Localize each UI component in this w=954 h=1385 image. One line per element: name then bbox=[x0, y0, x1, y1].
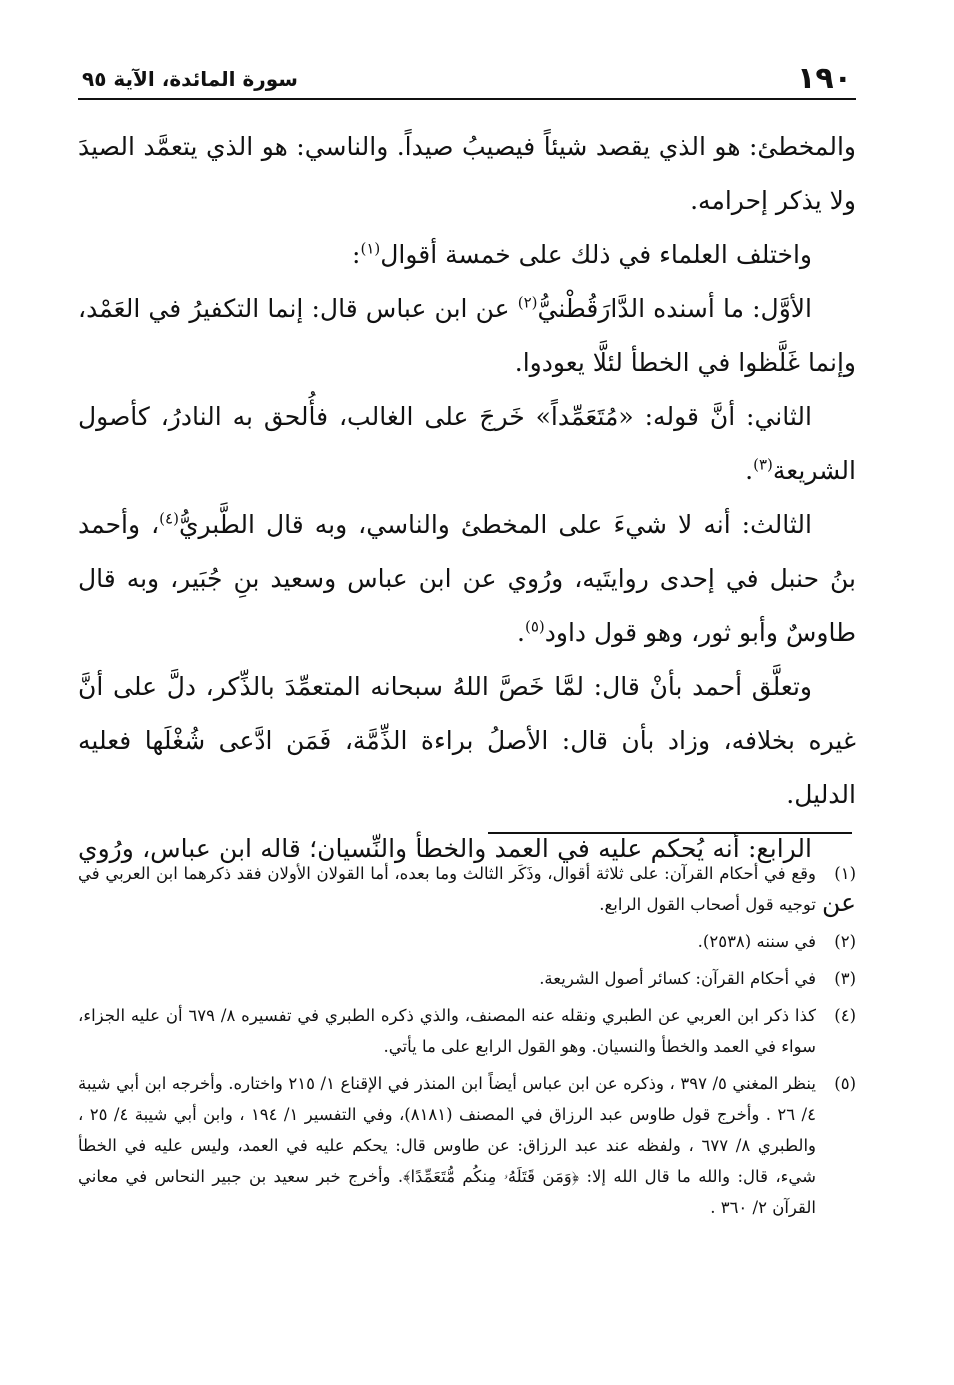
footnote-3 bbox=[78, 963, 856, 994]
paragraph-intro-tail: : bbox=[352, 240, 361, 269]
footnote-5 bbox=[78, 1068, 856, 1223]
footnote-text: كذا ذكر ابن العربي عن الطبري ونقله عنه المصنف، والذي ذكره الطبري في تفسيره ٨/ ٦٧٩ أن عليه الجزاء، سواء في العمد والخطأ والنسيان. وهو القول الرابع على ما يأتي. bbox=[78, 1006, 816, 1056]
footnote-text: وقع في أحكام القرآن: على ثلاثة أقوال، وذَكَر الثالث وما بعده، أما القولان الأولان فقد ذكرهما ابن العربي في توجيه قول أصحاب القول الرابع. bbox=[78, 864, 816, 914]
footnote-number: (٣) bbox=[834, 969, 856, 988]
main-text bbox=[78, 120, 856, 930]
footnote-text: ينظر المغني ٥/ ٣٩٧ ، وذكره عن ابن عباس أيضاً ابن المنذر في الإقناع ١/ ٢١٥ واختاره. وأخرجه ابن أبي شيبة ٤/ ٢٦ . وأخرج قول طاوس عبد الرزاق في المصنف (٨١٨١)، وفي التفسير ١/ ١٩٤ ، وابن أبي شيبة ٤/ ٢٥ ، والطبري ٨/ ٦٧٧ ، ولفظه عند عبد الرزاق: عن طاوس قال: يحكم عليه في العمد، وليس عليه في الخطأ شيء، قال: والله ما قال الله إلا: ﴿وَمَن قَتَلَهُۥ مِنكُم مُّتَعَمِّدًا﴾. وأخرج خبر سعيد بن جبير النحاس في معاني القرآن ٢/ ٣٦٠ . bbox=[78, 1074, 816, 1217]
paragraph-ahmad-argument: وتعلَّق أحمد بأنْ قال: لمَّا خَصَّ اللهُ سبحانه المتعمِّدَ بالذِّكر، دلَّ على أنَّ غيره بخلافه، وزاد بأن قال: الأصلُ براءة الذِّمَّة، فَمَن ادَّعى شُغْلَها فعليه الدليل. bbox=[78, 672, 856, 809]
paragraph-fourth-opinion: الرابع: أنه يُحكم عليه في العمد والخطأ والنِّسيان؛ قاله ابن عباس، ورُوي عن bbox=[78, 834, 856, 917]
footnote-number: (٥) bbox=[834, 1074, 856, 1093]
paragraph-definitions: والمخطئ: هو الذي يقصد شيئاً فيصيبُ صيداً. والناسي: هو الذي يتعمَّد الصيدَ ولا يذكر إحرامه. bbox=[78, 132, 856, 215]
footnote-ref-1[interactable]: (١) bbox=[360, 239, 381, 258]
paragraph-second-opinion bbox=[78, 390, 856, 498]
footnote-number: (٢) bbox=[834, 932, 856, 951]
paragraph-third-middle: ، وأحمد بنُ حنبل في إحدى روايتَيه، ورُوي عن ابن عباس وسعيد بنِ جُبَير، وبه قال طاوسٌ وأبو ثور، وهو قول داود bbox=[78, 510, 856, 647]
paragraph-second-head: الثاني: أنَّ قوله: «مُتَعَمِّداً» خَرجَ على الغالب، فأُلحق به النادرُ، كأصول الشريعة bbox=[78, 402, 856, 485]
footnote-ref-3[interactable]: (٣) bbox=[753, 455, 773, 474]
footnote-divider bbox=[488, 832, 852, 834]
footnote-ref-4[interactable]: (٤) bbox=[159, 509, 179, 528]
paragraph-third-tail: . bbox=[517, 618, 525, 647]
page-number: ١٩٠ bbox=[797, 61, 852, 96]
paragraph-first-head: الأوَّل: ما أسنده الدَّارَقُطْنيُّ bbox=[537, 294, 812, 323]
paragraph-first-tail: عن ابن عباس قال: إنما التكفيرُ في العَمْد، وإنما غَلَّظوا في الخطأ لئلَّا يعودوا. bbox=[78, 294, 856, 377]
footnote-number: (٤) bbox=[834, 1006, 856, 1025]
footnotes bbox=[78, 858, 856, 1229]
paragraph-third-opinion bbox=[78, 498, 856, 660]
footnote-2 bbox=[78, 926, 856, 957]
footnote-ref-5[interactable]: (٥) bbox=[524, 617, 545, 636]
footnote-text: في سننه (٢٥٣٨). bbox=[697, 932, 816, 951]
footnote-ref-2[interactable]: (٢) bbox=[517, 293, 538, 312]
page-header bbox=[78, 58, 856, 100]
footnote-text: في أحكام القرآن: كسائر أصول الشريعة. bbox=[539, 969, 816, 988]
paragraph-second-tail: . bbox=[745, 456, 754, 485]
paragraph-intro-text: واختلف العلماء في ذلك على خمسة أقوال bbox=[380, 240, 812, 269]
paragraph-intro bbox=[78, 228, 856, 282]
paragraph-first-opinion bbox=[78, 282, 856, 390]
paragraph-third-head: الثالث: أنه لا شيءَ على المخطئ والناسي، وبه قال الطَّبريُّ bbox=[178, 510, 812, 539]
footnote-1 bbox=[78, 858, 856, 920]
footnote-number: (١) bbox=[834, 864, 856, 883]
running-title: سورة المائدة، الآية ٩٥ bbox=[82, 67, 298, 91]
footnote-4 bbox=[78, 1000, 856, 1062]
